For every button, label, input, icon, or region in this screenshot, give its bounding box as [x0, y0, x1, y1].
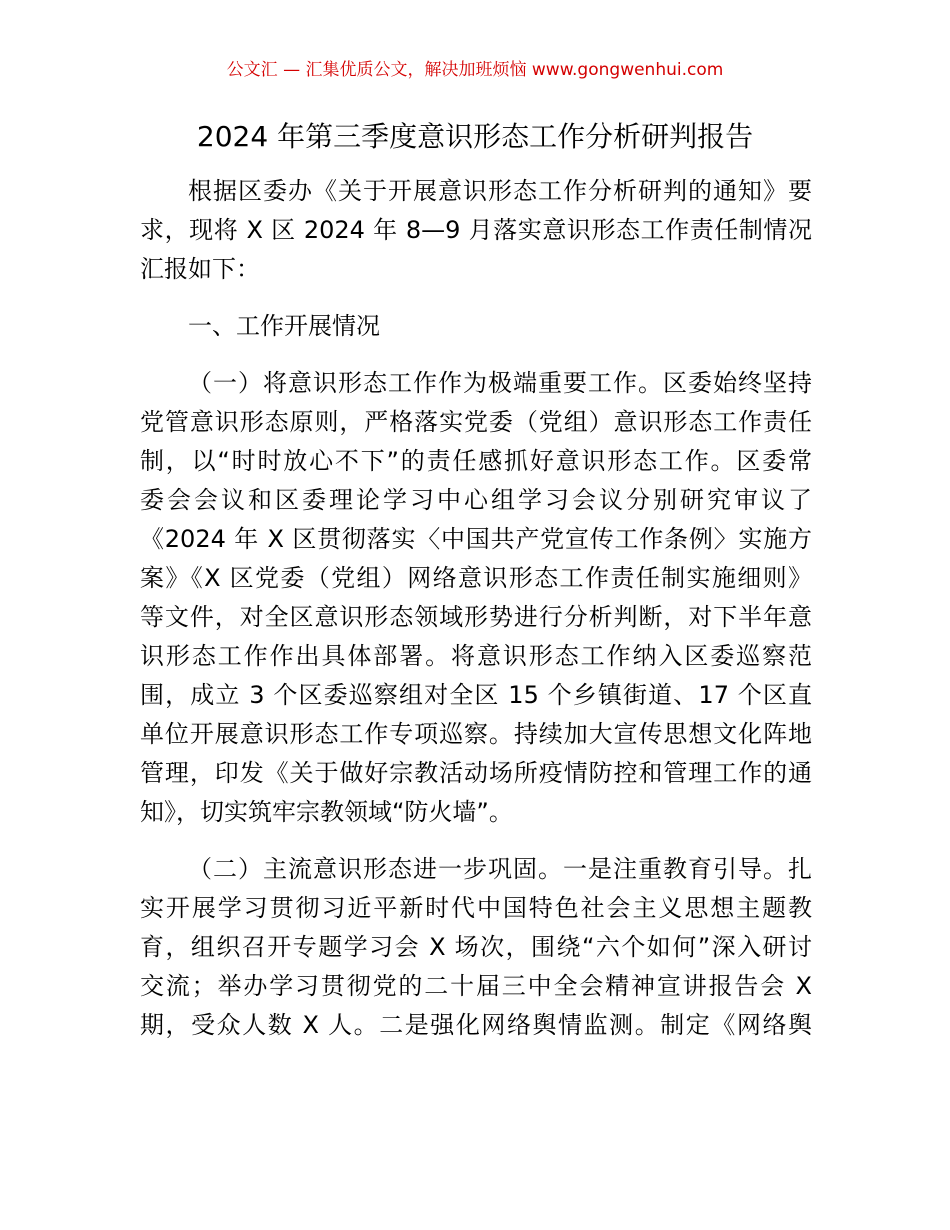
- watermark-header: 公文汇 — 汇集优质公文，解决加班烦恼 www.gongwenhui.com: [226, 60, 724, 80]
- paragraph-line: （二）主流意识形态进一步巩固。一是注重教育引导。扎: [188, 855, 812, 883]
- paragraph-line: 实开展学习贯彻习近平新时代中国特色社会主义思想主题教: [140, 894, 812, 922]
- paragraph-line: 案》《X 区党委（党组）网络意识形态工作责任制实施细则》: [140, 564, 812, 592]
- paragraph-line: 单位开展意识形态工作专项巡察。持续加大宣传思想文化阵地: [140, 720, 812, 748]
- paragraph-line: 等文件，对全区意识形态领域形势进行分析判断，对下半年意: [140, 603, 812, 631]
- paragraph-2: [140, 850, 812, 1045]
- section-heading: [140, 307, 812, 346]
- paragraph-line: 管理，印发《关于做好宗教活动场所疫情防控和管理工作的通: [140, 759, 812, 787]
- paragraph-line: 《2024 年 X 区贯彻落实〈中国共产党宣传工作条例〉实施方: [140, 525, 812, 553]
- section-heading-text: 一、工作开展情况: [188, 312, 380, 340]
- paragraph-line: 汇报如下：: [140, 255, 260, 283]
- document-body: [140, 172, 812, 1045]
- intro-paragraph: [140, 172, 812, 289]
- paragraph-line: 求，现将 X 区 2024 年 8—9 月落实意识形态工作责任制情况: [140, 216, 812, 244]
- document-title: 2024 年第三季度意识形态工作分析研判报告: [196, 120, 754, 153]
- paragraph-1: [140, 364, 812, 832]
- paragraph-line: （一）将意识形态工作作为极端重要工作。区委始终坚持: [188, 369, 812, 397]
- paragraph-line: 交流；举办学习贯彻党的二十届三中全会精神宣讲报告会 X: [140, 972, 812, 1000]
- paragraph-line: 根据区委办《关于开展意识形态工作分析研判的通知》要: [188, 177, 812, 205]
- paragraph-line: 围，成立 3 个区委巡察组对全区 15 个乡镇街道、17 个区直: [140, 681, 812, 709]
- paragraph-line: 期，受众人数 X 人。二是强化网络舆情监测。制定《网络舆: [140, 1011, 812, 1039]
- paragraph-line: 知》，切实筑牢宗教领域“防火墙”。: [140, 798, 513, 826]
- paragraph-line: 制，以“时时放心不下”的责任感抓好意识形态工作。区委常: [140, 447, 812, 475]
- paragraph-line: 党管意识形态原则，严格落实党委（党组）意识形态工作责任: [140, 408, 812, 436]
- paragraph-line: 委会会议和区委理论学习中心组学习会议分别研究审议了: [140, 486, 812, 514]
- paragraph-line: 育，组织召开专题学习会 X 场次，围绕“六个如何”深入研讨: [140, 933, 812, 961]
- paragraph-line: 识形态工作作出具体部署。将意识形态工作纳入区委巡察范: [140, 642, 812, 670]
